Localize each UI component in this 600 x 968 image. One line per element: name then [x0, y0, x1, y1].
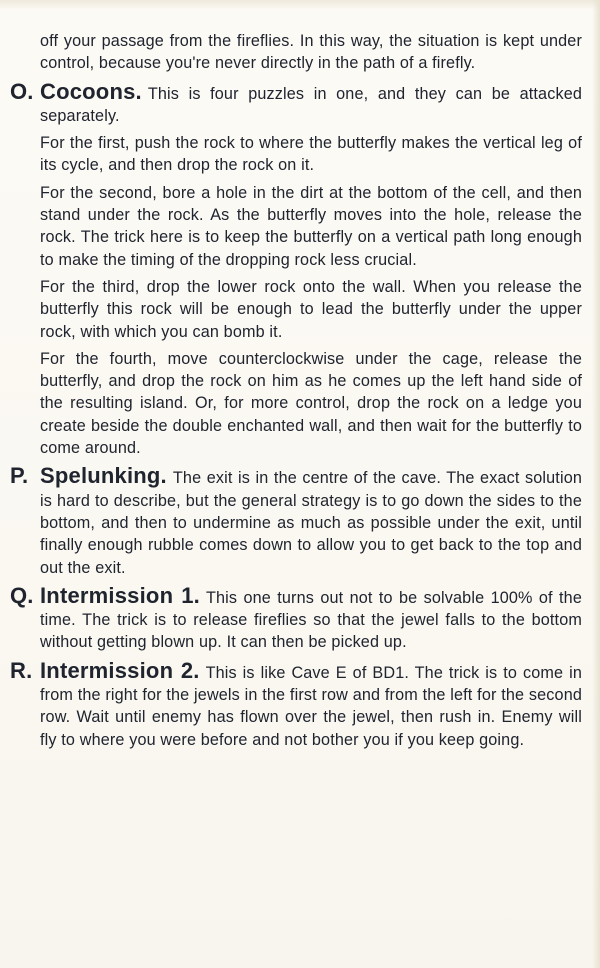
section-letter: Q. — [10, 582, 34, 608]
section-title: Spelunking. — [40, 463, 167, 489]
paragraph: For the second, bore a hole in the dirt at the bottom of the cell, and then stand under the rock. As the butterfly moves into the hole, release the rock. The trick here is to keep the butterfly on a vertical path long enough to make the timing of the dropping rock less crucial. — [40, 183, 582, 269]
paragraph: For the first, push the rock to where the butterfly makes the vertical leg of its cycle, and then drop the rock on it. — [40, 134, 582, 175]
section-letter: P. — [10, 463, 29, 489]
section-title: Intermission 1. — [40, 582, 200, 608]
section-intermission-1-text — [10, 582, 582, 654]
page-top-edge — [0, 0, 600, 10]
page-right-edge — [592, 0, 600, 968]
section-spelunking-text — [10, 463, 582, 578]
section-body: This one turns out not to be solvable 100% of the time. The trick is to release fireflies so that the jewel falls to the bottom without getting blown up. It can then be picked up. — [40, 588, 582, 652]
section-intermission-1 — [10, 582, 582, 654]
section-intermission-2-text — [10, 657, 582, 751]
section-body: The exit is in the centre of the cave. The exact solution is hard to describe, but the general strategy is to go down the sides to the bottom, and then to undermine as much as possible under the exit, until finally enough rubble comes down to allow you to get back to the top and out the exit. — [40, 469, 582, 577]
section-body: This is four puzzles in one, and they can be attacked separately. — [40, 84, 582, 125]
section-body: This is like Cave E of BD1. The trick is to come in from the right for the jewels in the first row and from the left for the second row. Wait until enemy has flown over the jewel, then rush in. Enemy will fly to where you were before and not bother you if you keep going. — [40, 663, 582, 749]
section-letter: O. — [10, 78, 34, 104]
paragraph: For the third, drop the lower rock onto the wall. When you release the butterfly this rock will be enough to lead the butterfly under the upper rock, with which you can bomb it. — [40, 277, 582, 341]
section-title: Intermission 2. — [40, 657, 200, 683]
section-letter: R. — [10, 657, 33, 683]
section-spelunking — [10, 465, 582, 578]
section-cocoons-text — [10, 78, 582, 128]
section-cocoons — [10, 78, 582, 460]
intro-paragraph: off your passage from the fireflies. In this way, the situation is kept under control, because you're never directly in the path of a firefly. — [40, 32, 582, 73]
section-intermission-2 — [10, 657, 582, 751]
section-title: Cocoons. — [40, 78, 142, 104]
paragraph: For the fourth, move counterclockwise under the cage, release the butterfly, and drop the rock on him as he comes up the left hand side of the resulting island. Or, for more control, drop the rock on a ledge you create beside the double enchanted wall, and then wait for the butterfly to come around. — [40, 349, 582, 458]
